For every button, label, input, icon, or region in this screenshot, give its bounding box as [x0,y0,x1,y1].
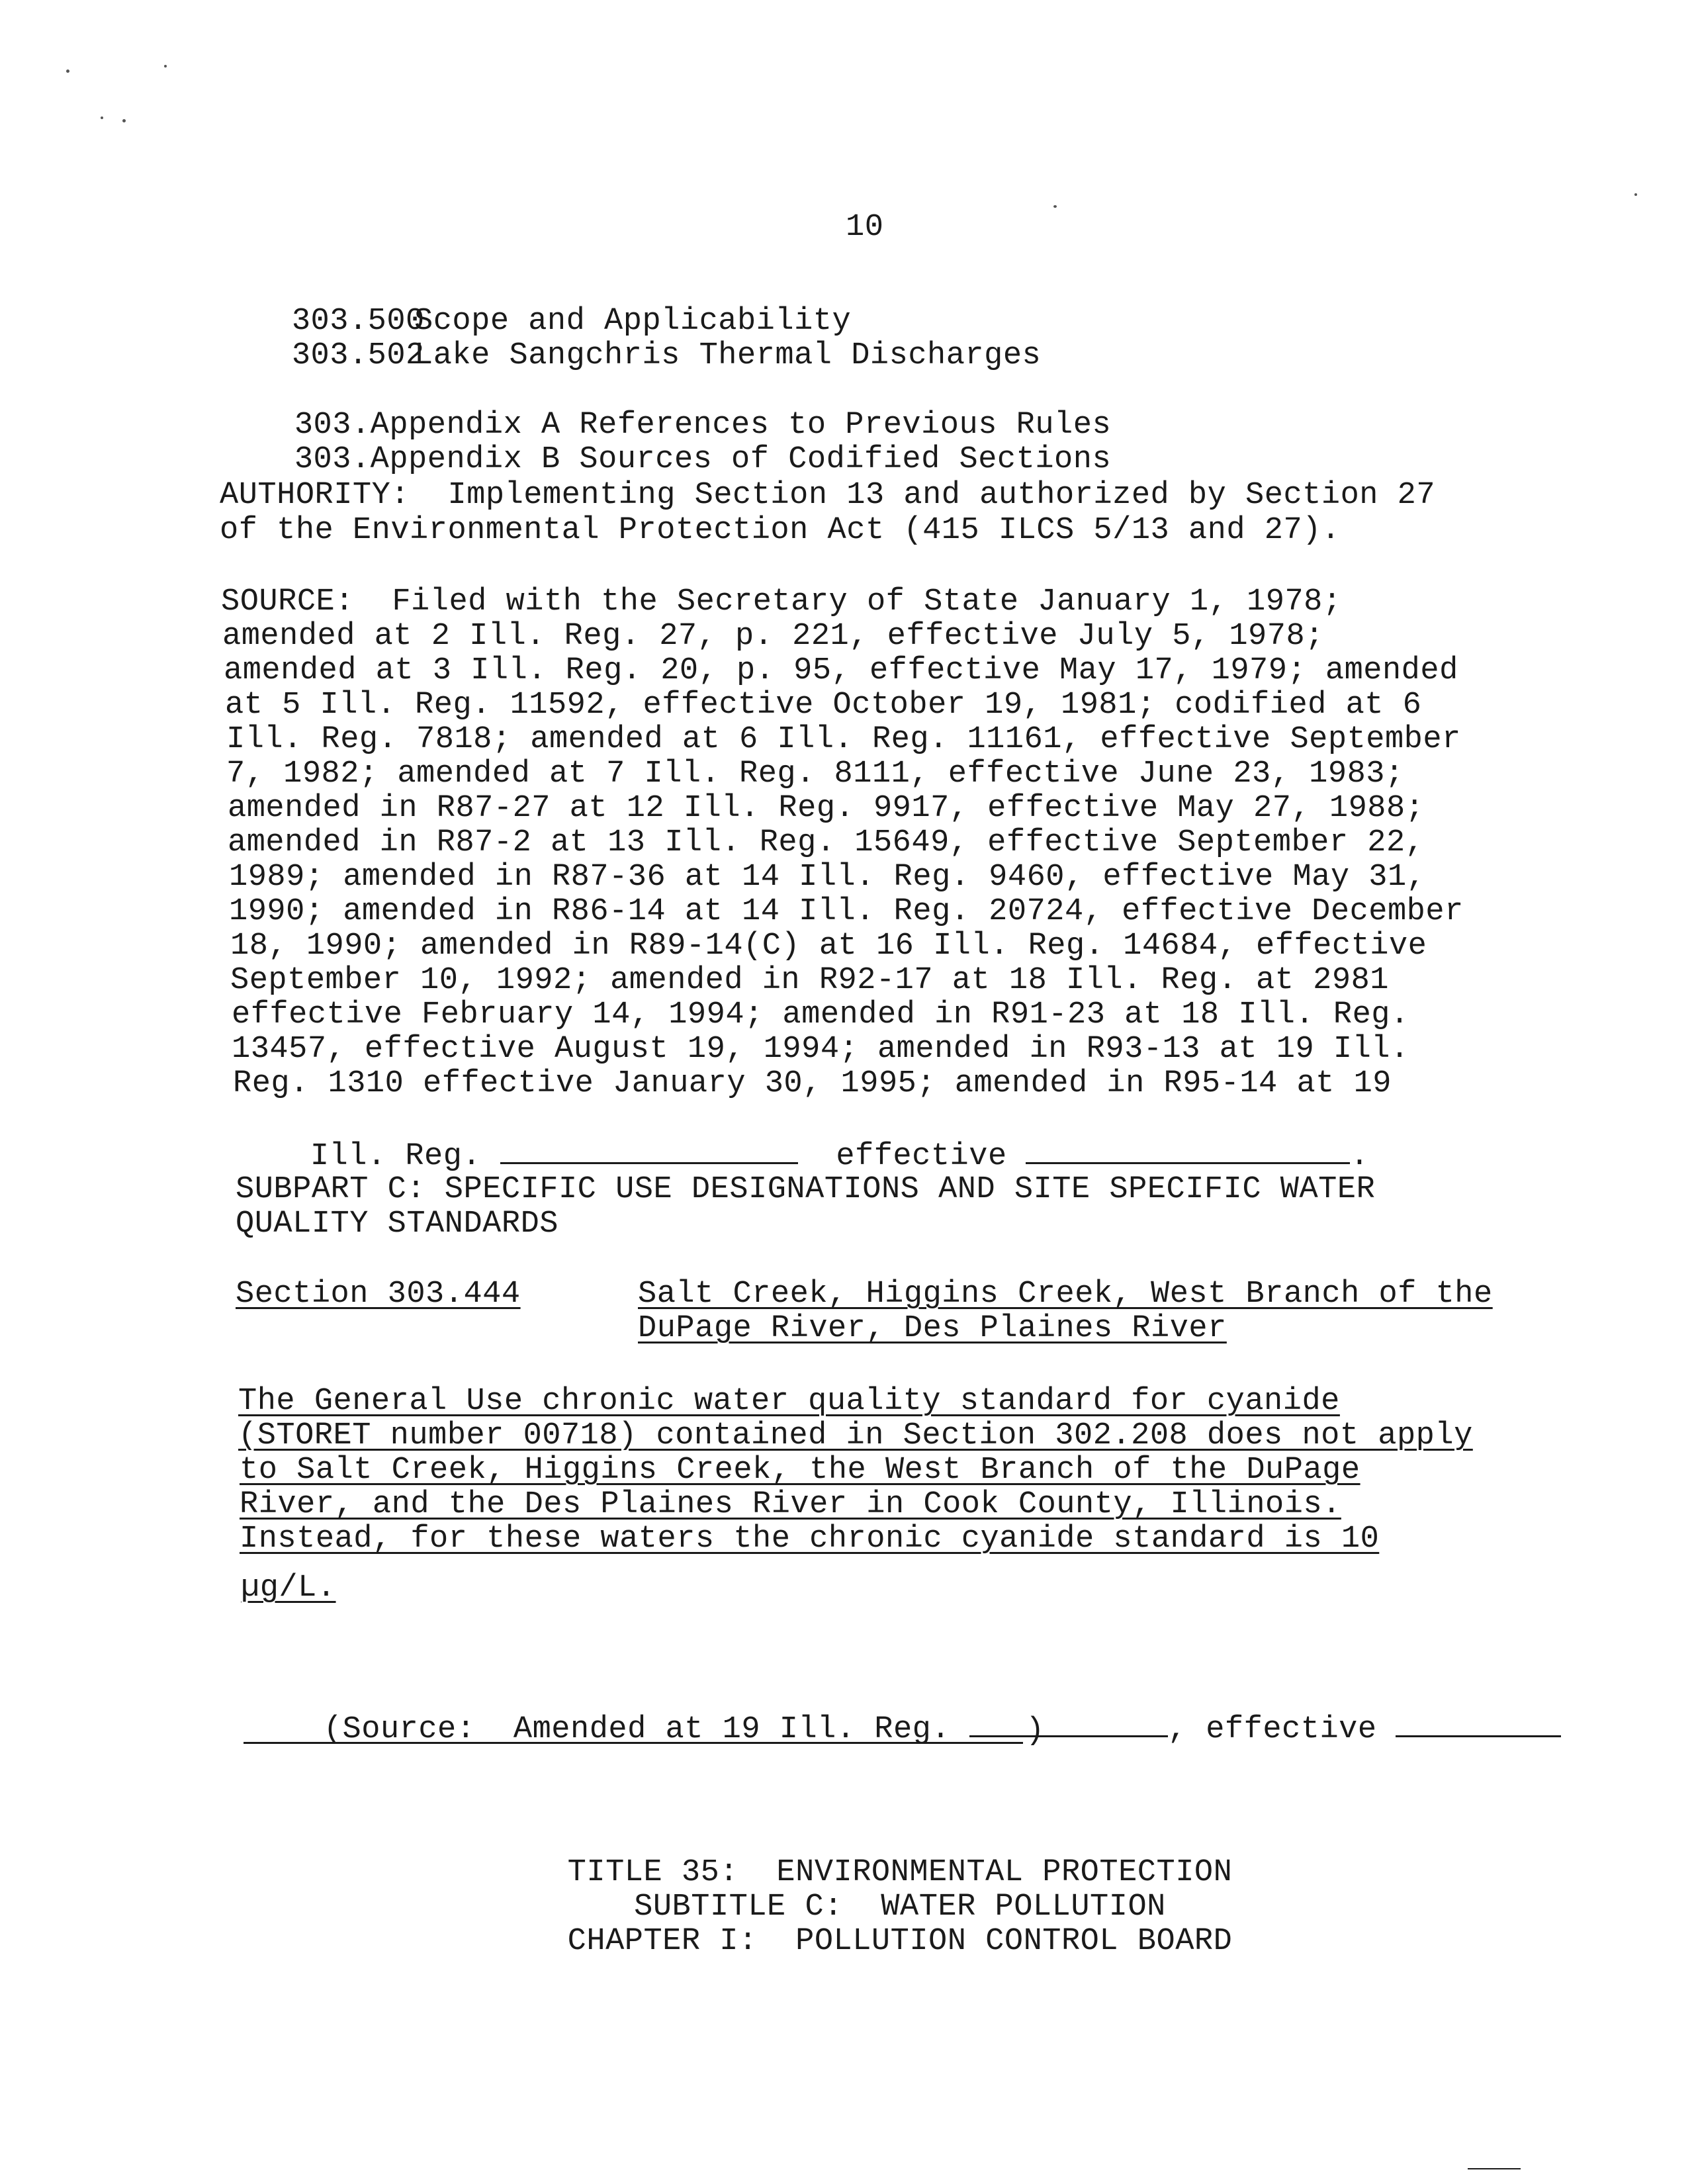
body-line: River, and the Des Plaines River in Cook County, Illinois. [240,1487,1341,1522]
source-note-open: (Source: Amended at 19 Ill. Reg. [323,1712,951,1747]
source-effective-label: effective [836,1139,1007,1174]
source-line: 1989; amended in R87-36 at 14 Ill. Reg. 9460, effective May 31, [229,860,1426,895]
date-blank [1396,1709,1561,1737]
source-reg-prefix: Ill. Reg. [310,1139,482,1174]
appendix-label: 303.Appendix A [294,408,560,443]
date-blank [1026,1136,1350,1164]
source-line: effective February 14, 1994; amended in R91-23 at 18 Ill. Reg. [232,997,1409,1032]
toc-section-title: Lake Sangchris Thermal Discharges [414,338,1042,373]
source-note-effective: , effective [1167,1712,1377,1747]
scan-speck [66,69,69,73]
body-line: The General Use chronic water quality standard for cyanide [238,1384,1340,1419]
source-line: amended at 3 Ill. Reg. 20, p. 95, effective May 17, 1979; amended [224,653,1458,688]
corner-mark [1468,2168,1521,2169]
subpart-heading-cont: QUALITY STANDARDS [236,1206,558,1242]
section-title-line1: Salt Creek, Higgins Creek, West Branch of the [638,1277,1493,1312]
date-blank-continuation [244,1742,1023,1744]
source-line: Reg. 1310 effective January 30, 1995; amended in R95-14 at 19 [233,1066,1392,1101]
source-note-close: ) [1026,1713,1045,1749]
source-line: SOURCE: Filed with the Secretary of State January 1, 1978; [221,584,1342,619]
scan-speck [1634,193,1637,196]
scan-speck [164,65,167,68]
reg-blank [500,1136,798,1164]
appendix-label: 303.Appendix B [294,442,560,477]
source-line: 7, 1982; amended at 7 Ill. Reg. 8111, effective June 23, 1983; [226,756,1404,792]
section-title-line2: DuPage River, Des Plaines River [638,1311,1227,1346]
subpart-heading: SUBPART C: SPECIFIC USE DESIGNATIONS AND SITE SPECIFIC WATER [236,1172,1376,1207]
appendix-title: References to Previous Rules [579,408,1112,443]
footer-title: TITLE 35: ENVIRONMENTAL PROTECTION [567,1855,1233,1890]
appendix-title: Sources of Codified Sections [579,442,1112,477]
source-line: amended at 2 Ill. Reg. 27, p. 221, effective July 5, 1978; [222,619,1324,654]
source-line: Ill. Reg. 7818; amended at 6 Ill. Reg. 11161, effective September [226,722,1461,757]
source-line: at 5 Ill. Reg. 11592, effective October 19, 1981; codified at 6 [225,688,1422,723]
page-number: 10 [846,210,884,245]
source-line: 1990; amended in R86-14 at 14 Ill. Reg. 20724, effective December [229,894,1464,929]
body-line: (STORET number 00718) contained in Section 302.208 does not apply [238,1418,1473,1453]
body-line: Instead, for these waters the chronic cyanide standard is 10 [240,1522,1380,1557]
toc-section-number: 303.500 [291,304,425,339]
scan-speck [122,119,126,122]
authority-line: AUTHORITY: Implementing Section 13 and authorized by Section 27 [220,478,1436,513]
body-line: µg/L. [241,1570,336,1606]
scan-speck [1053,205,1057,208]
toc-section-number: 303.502 [291,338,425,373]
source-period: . [1350,1139,1370,1174]
section-label: Section 303.444 [236,1277,521,1312]
scan-speck [101,116,103,119]
source-line: amended in R87-27 at 12 Ill. Reg. 9917, effective May 27, 1988; [228,791,1425,826]
footer-chapter: CHAPTER I: POLLUTION CONTROL BOARD [567,1924,1233,1959]
toc-section-title: Scope and Applicability [414,304,852,339]
authority-line: of the Environmental Protection Act (415 ILCS 5/13 and 27). [220,513,1341,548]
source-line: September 10, 1992; amended in R92-17 at 18 Ill. Reg. at 2981 [230,963,1389,998]
source-line: 13457, effective August 19, 1994; amended in R93-13 at 19 Ill. [232,1032,1409,1067]
source-note-line [247,1674,1561,1782]
reg-blank [969,1709,1168,1737]
body-line: to Salt Creek, Higgins Creek, the West Branch of the DuPage [240,1453,1360,1488]
footer-subtitle: SUBTITLE C: WATER POLLUTION [634,1889,1166,1925]
source-line: 18, 1990; amended in R89-14(C) at 16 Ill. Reg. 14684, effective [230,929,1427,964]
source-line: amended in R87-2 at 13 Ill. Reg. 15649, effective September 22, [228,825,1425,860]
